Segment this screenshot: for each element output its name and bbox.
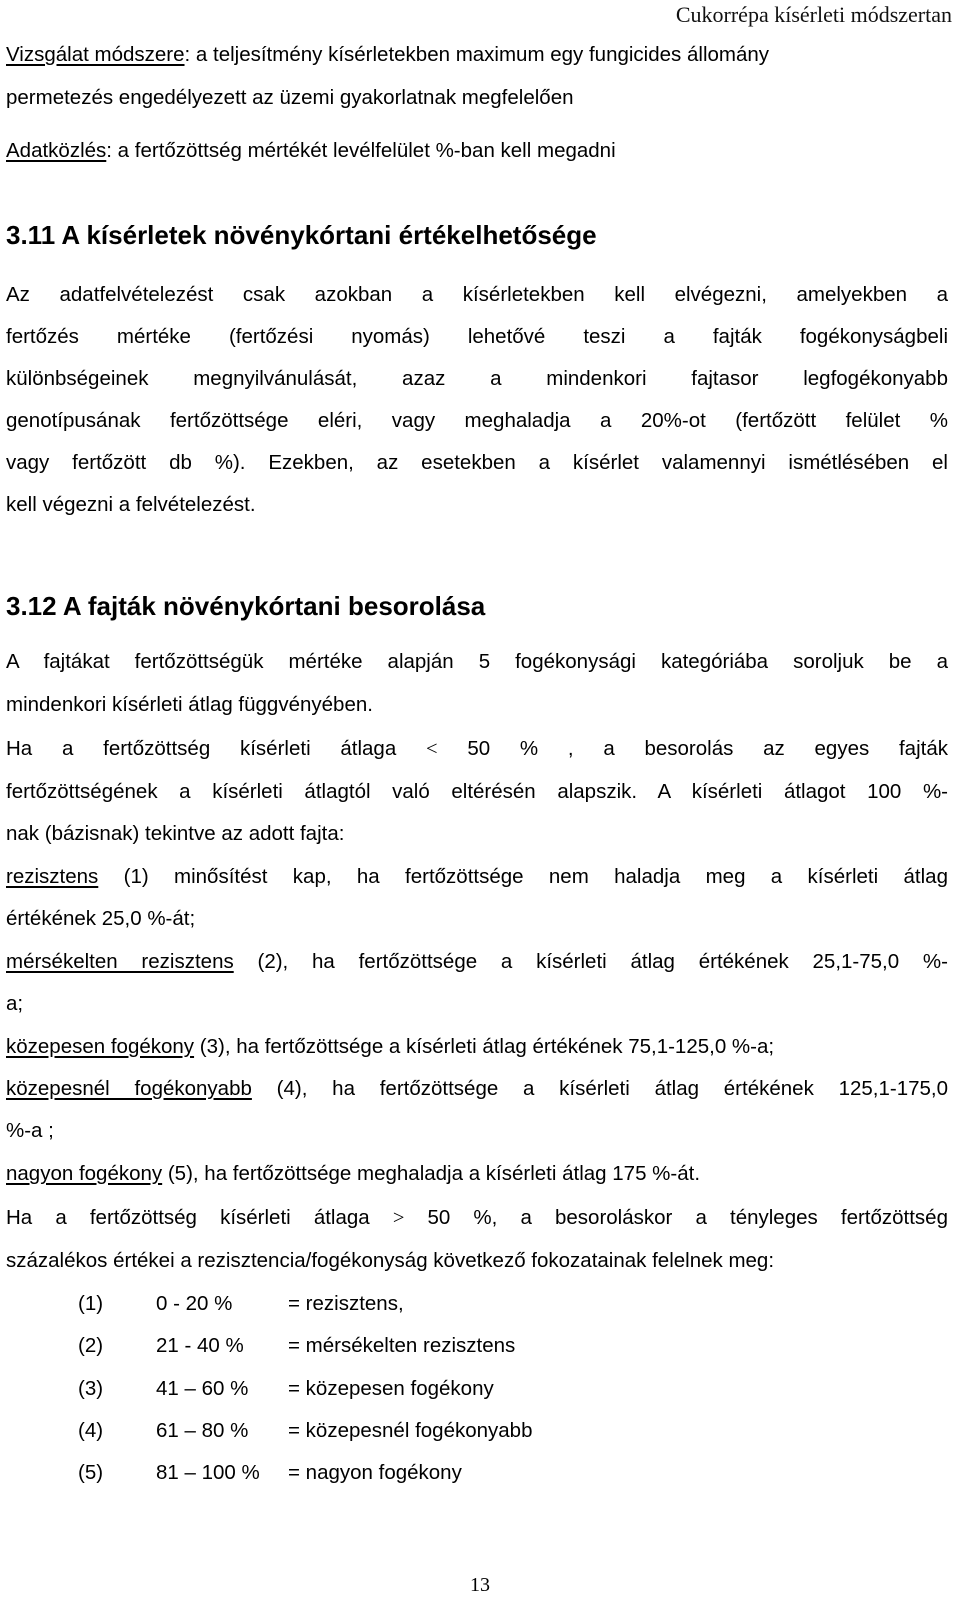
section-311-line-1: Az adatfelvételezést csak azokban a kísérletekben kell elvégezni, amelyekben a	[6, 283, 948, 306]
scale-number: (1)	[78, 1292, 104, 1315]
scale-range: 0 - 20 %	[156, 1292, 233, 1315]
method-line-1	[6, 45, 769, 66]
section-312-p1-line-1: A fajtákat fertőzöttségük mértéke alapján 5 fogékonysági kategóriába soroljuk be a	[6, 650, 948, 673]
category-2	[6, 952, 948, 973]
section-312-p1-line-2: mindenkori kísérleti átlag függvényében.	[6, 693, 373, 716]
less-than-sign: <	[426, 738, 438, 760]
method-label: Vizsgálat módszere	[6, 43, 185, 66]
category-4-term: közepesnél fogékonyabb	[6, 1077, 252, 1100]
category-5-term: nagyon fogékony	[6, 1162, 163, 1185]
scale-label: = nagyon fogékony	[288, 1461, 462, 1484]
section-312-p2-line-1	[6, 739, 948, 760]
p3-text-post: 50 %, a besoroláskor a tényleges fertőzöttség	[427, 1206, 948, 1229]
scale-label: = közepesnél fogékonyabb	[288, 1419, 533, 1442]
section-311-line-5: vagy fertőzött db %). Ezekben, az esetekben a kísérlet valamennyi ismétlésében el	[6, 451, 948, 474]
category-4-text: (4), ha fertőzöttsége a kísérleti átlag értékének 125,1-175,0	[251, 1077, 949, 1100]
section-312-p3-line-1	[6, 1208, 948, 1229]
scale-number: (5)	[78, 1461, 104, 1484]
scale-range: 41 – 60 %	[156, 1377, 249, 1400]
category-4-cont: %-a ;	[6, 1119, 54, 1142]
category-2-cont: a;	[6, 992, 24, 1015]
category-3-term: közepesen fogékony	[6, 1035, 195, 1058]
scale-label: = rezisztens,	[288, 1292, 404, 1315]
method-text-1: : a teljesítmény kísérletekben maximum egy fungicides állomány	[184, 43, 770, 66]
scale-number: (2)	[78, 1334, 104, 1357]
section-312-p2-line-3: nak (bázisnak) tekintve az adott fajta:	[6, 822, 345, 845]
category-2-text: (2), ha fertőzöttsége a kísérleti átlag értékének 25,1-75,0 %-	[233, 950, 948, 973]
section-311-line-6: kell végezni a felvételezést.	[6, 493, 256, 516]
p2-text-pre: Ha a fertőzöttség kísérleti átlaga	[6, 737, 397, 760]
method-line-2: permetezés engedélyezett az üzemi gyakorlatnak megfelelően	[6, 86, 574, 109]
category-3	[6, 1037, 774, 1058]
p3-text-pre: Ha a fertőzöttség kísérleti átlaga	[6, 1206, 370, 1229]
page-number: 13	[470, 1574, 490, 1596]
section-312-p3-line-2: százalékos értékei a rezisztencia/fogékonyság következő fokozatainak felelnek meg:	[6, 1249, 775, 1272]
scale-number: (4)	[78, 1419, 104, 1442]
scale-range: 81 – 100 %	[156, 1461, 260, 1484]
scale-label: = közepesen fogékony	[288, 1377, 494, 1400]
scale-range: 21 - 40 %	[156, 1334, 244, 1357]
category-3-text: (3), ha fertőzöttsége a kísérleti átlag értékének 75,1-125,0 %-a;	[194, 1035, 775, 1058]
data-report-label: Adatközlés	[6, 139, 107, 162]
section-311-line-4: genotípusának fertőzöttsége eléri, vagy meghaladja a 20%-ot (fertőzött felület %	[6, 409, 948, 432]
section-311-line-3: különbségeinek megnyilvánulását, azaz a mindenkori fajtasor legfogékonyabb	[6, 367, 948, 390]
scale-label: = mérsékelten rezisztens	[288, 1334, 516, 1357]
category-1-cont: értékének 25,0 %-át;	[6, 907, 196, 930]
section-312-heading: 3.12 A fajták növénykórtani besorolása	[6, 591, 486, 621]
category-1	[6, 867, 948, 888]
greater-than-sign: >	[392, 1207, 405, 1229]
section-312-p2-line-2: fertőzöttségének a kísérleti átlagtól való eltérésén alapszik. A kísérleti átlagot 100 %-	[6, 780, 948, 803]
data-report-line	[6, 141, 616, 162]
scale-number: (3)	[78, 1377, 104, 1400]
category-4	[6, 1079, 948, 1100]
scale-range: 61 – 80 %	[156, 1419, 249, 1442]
running-header: Cukorrépa kísérleti módszertan	[675, 2, 952, 27]
category-5-text: (5), ha fertőzöttsége meghaladja a kísérleti átlag 175 %-át.	[162, 1162, 701, 1185]
category-1-term: rezisztens	[6, 865, 99, 888]
p2-text-post: 50 % , a besorolás az egyes fajták	[467, 737, 948, 760]
category-1-text: (1) minősítést kap, ha fertőzöttsége nem haladja meg a kísérleti átlag	[98, 865, 948, 888]
section-311-line-2: fertőzés mértéke (fertőzési nyomás) lehetővé teszi a fajták fogékonyságbeli	[6, 325, 948, 348]
data-report-text: : a fertőzöttség mértékét levélfelület %-ban kell megadni	[106, 139, 616, 162]
category-2-term: mérsékelten rezisztens	[6, 950, 234, 973]
category-5	[6, 1164, 700, 1185]
section-311-heading: 3.11 A kísérletek növénykórtani értékelhetősége	[6, 220, 597, 250]
